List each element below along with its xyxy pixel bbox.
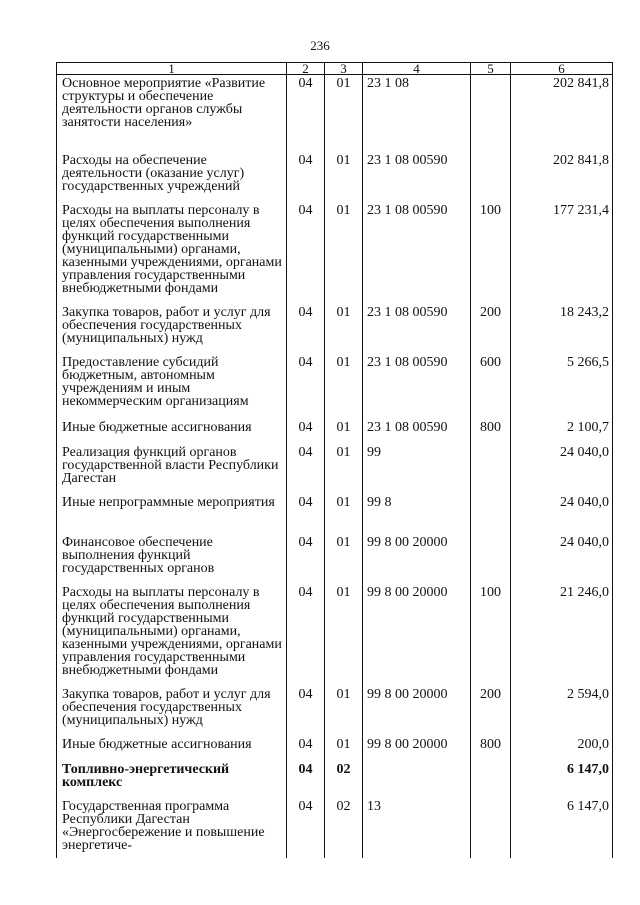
- row-subsection: 01: [325, 494, 363, 534]
- row-subsection: 01: [325, 444, 363, 494]
- row-section: 04: [287, 419, 325, 444]
- row-expense-type: 200: [471, 304, 511, 354]
- header-col-2: 2: [287, 63, 325, 75]
- row-section: 04: [287, 736, 325, 761]
- row-target-article: 99 8 00 20000: [363, 534, 471, 584]
- table-row: [57, 202, 613, 304]
- row-name: Иные бюджетные ассигнования: [57, 736, 287, 761]
- table-row: [57, 419, 613, 444]
- header-row: [57, 63, 613, 75]
- row-target-article: [363, 761, 471, 798]
- row-expense-type: [471, 534, 511, 584]
- row-subsection: 01: [325, 419, 363, 444]
- table-row: [57, 534, 613, 584]
- page-number: 236: [310, 38, 330, 53]
- row-expense-type: 800: [471, 736, 511, 761]
- row-target-article: 23 1 08 00590: [363, 419, 471, 444]
- row-section: 04: [287, 304, 325, 354]
- header-col-1: 1: [57, 63, 287, 75]
- row-name: Финансовое обеспечение выполнения функций государственных органов: [57, 534, 287, 584]
- row-name: Расходы на выплаты персоналу в целях обеспечения выполнения функций государственными (муниципальными) органами, казенными учреждениями, органами управления государственными внебюджетными фондами: [57, 584, 287, 686]
- row-section: 04: [287, 534, 325, 584]
- row-target-article: 23 1 08 00590: [363, 304, 471, 354]
- row-subsection: 01: [325, 202, 363, 304]
- table-row: [57, 75, 613, 152]
- row-expense-type: 100: [471, 202, 511, 304]
- row-section: 04: [287, 202, 325, 304]
- row-expense-type: [471, 494, 511, 534]
- table-row: [57, 798, 613, 858]
- row-expense-type: [471, 798, 511, 858]
- row-expense-type: [471, 444, 511, 494]
- row-target-article: 99 8 00 20000: [363, 686, 471, 736]
- row-expense-type: [471, 152, 511, 202]
- row-target-article: 99 8 00 20000: [363, 584, 471, 686]
- budget-table: [56, 62, 613, 858]
- table-row: [57, 584, 613, 686]
- table-row: [57, 686, 613, 736]
- row-amount: 21 246,0: [511, 584, 613, 686]
- row-amount: 202 841,8: [511, 75, 613, 152]
- row-subsection: 02: [325, 761, 363, 798]
- row-name: Основное мероприятие «Развитие структуры и обеспечение деятельности органов службы занятости населения»: [57, 75, 287, 152]
- row-section: 04: [287, 798, 325, 858]
- header-col-3: 3: [325, 63, 363, 75]
- row-subsection: 01: [325, 584, 363, 686]
- row-target-article: 23 1 08 00590: [363, 152, 471, 202]
- row-subsection: 01: [325, 75, 363, 152]
- table-row: [57, 736, 613, 761]
- row-amount: 24 040,0: [511, 444, 613, 494]
- row-expense-type: 600: [471, 354, 511, 419]
- row-section: 04: [287, 584, 325, 686]
- row-amount: 24 040,0: [511, 494, 613, 534]
- table-row: [57, 304, 613, 354]
- table-row: [57, 494, 613, 534]
- row-amount: 177 231,4: [511, 202, 613, 304]
- row-name: Закупка товаров, работ и услуг для обеспечения государственных (муниципальных) нужд: [57, 304, 287, 354]
- table-row: [57, 152, 613, 202]
- row-target-article: 99 8: [363, 494, 471, 534]
- row-name: Иные бюджетные ассигнования: [57, 419, 287, 444]
- row-target-article: 23 1 08 00590: [363, 354, 471, 419]
- header-col-4: 4: [363, 63, 471, 75]
- table-row: [57, 444, 613, 494]
- row-section: 04: [287, 761, 325, 798]
- row-section: 04: [287, 152, 325, 202]
- row-target-article: 99 8 00 20000: [363, 736, 471, 761]
- header-col-6: 6: [511, 63, 613, 75]
- row-name: Государственная программа Республики Дагестан «Энергосбережение и повышение энергетиче-: [57, 798, 287, 858]
- row-amount: 5 266,5: [511, 354, 613, 419]
- row-subsection: 01: [325, 534, 363, 584]
- row-name: Расходы на обеспечение деятельности (оказание услуг) государственных учреждений: [57, 152, 287, 202]
- table-row: [57, 761, 613, 798]
- row-target-article: 23 1 08: [363, 75, 471, 152]
- row-amount: 6 147,0: [511, 761, 613, 798]
- row-section: 04: [287, 354, 325, 419]
- row-name: Закупка товаров, работ и услуг для обеспечения государственных (муниципальных) нужд: [57, 686, 287, 736]
- row-amount: 18 243,2: [511, 304, 613, 354]
- row-section: 04: [287, 75, 325, 152]
- row-expense-type: [471, 761, 511, 798]
- row-amount: 202 841,8: [511, 152, 613, 202]
- row-amount: 2 594,0: [511, 686, 613, 736]
- row-expense-type: 800: [471, 419, 511, 444]
- row-subsection: 01: [325, 736, 363, 761]
- row-expense-type: [471, 75, 511, 152]
- row-amount: 200,0: [511, 736, 613, 761]
- row-target-article: 13: [363, 798, 471, 858]
- row-target-article: 23 1 08 00590: [363, 202, 471, 304]
- row-name: Иные непрограммные мероприятия: [57, 494, 287, 534]
- row-amount: 2 100,7: [511, 419, 613, 444]
- row-name: Реализация функций органов государственной власти Республики Дагестан: [57, 444, 287, 494]
- row-subsection: 01: [325, 354, 363, 419]
- header-col-5: 5: [471, 63, 511, 75]
- row-expense-type: 100: [471, 584, 511, 686]
- row-section: 04: [287, 494, 325, 534]
- row-expense-type: 200: [471, 686, 511, 736]
- row-target-article: 99: [363, 444, 471, 494]
- row-name: Расходы на выплаты персоналу в целях обеспечения выполнения функций государственными (муниципальными) органами, казенными учреждениями, органами управления государственными внебюджетными фондами: [57, 202, 287, 304]
- row-subsection: 02: [325, 798, 363, 858]
- row-section: 04: [287, 686, 325, 736]
- row-subsection: 01: [325, 152, 363, 202]
- row-subsection: 01: [325, 304, 363, 354]
- row-section: 04: [287, 444, 325, 494]
- row-amount: 6 147,0: [511, 798, 613, 858]
- table-row: [57, 354, 613, 419]
- row-subsection: 01: [325, 686, 363, 736]
- row-name: Предоставление субсидий бюджетным, автономным учреждениям и иным некоммерческим организациям: [57, 354, 287, 419]
- row-name: Топливно-энергетический комплекс: [57, 761, 287, 798]
- row-amount: 24 040,0: [511, 534, 613, 584]
